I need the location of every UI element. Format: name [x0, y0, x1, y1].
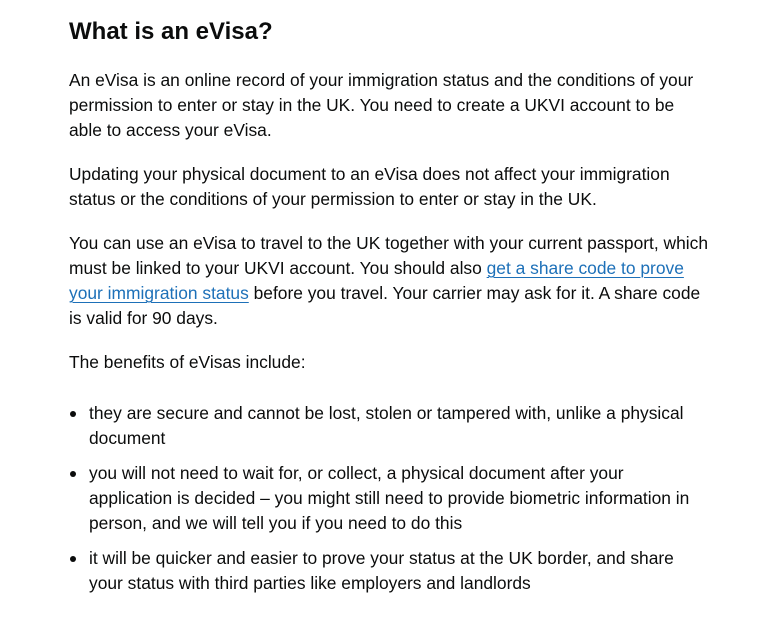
benefit-text: you will not need to wait for, or collect, a physical document after your application is decided – you might still need to provide biometric information in person, and we will tell you if you need to do this — [89, 463, 690, 533]
benefits-intro: The benefits of eVisas include: — [69, 352, 306, 372]
benefits-list — [69, 401, 709, 596]
travel-text-before: You can use an eVisa to travel to the UK together with your current passport, which must be linked to your UKVI account. You should also — [69, 233, 708, 278]
list-item — [69, 401, 709, 451]
main-content — [69, 14, 709, 606]
bullet-icon — [70, 471, 76, 477]
evisa-definition-paragraph: An eVisa is an online record of your immigration status and the conditions of your permission to enter or stay in the UK. You need to create a UKVI account to be able to access your eVisa. — [69, 70, 694, 140]
benefit-text: it will be quicker and easier to prove your status at the UK border, and share your status with third parties like employers and landlords — [89, 548, 674, 593]
benefit-text: they are secure and cannot be lost, stolen or tampered with, unlike a physical document — [89, 403, 684, 448]
list-item — [69, 546, 709, 596]
bullet-icon — [70, 556, 76, 562]
travel-text-after: before you travel. Your carrier may ask for it. A share code is valid for 90 days. — [69, 283, 701, 328]
travel-paragraph — [69, 231, 709, 331]
physical-document-paragraph: Updating your physical document to an eVisa does not affect your immigration status or the conditions of your permission to enter or stay in the UK. — [69, 164, 670, 209]
list-item — [69, 461, 709, 536]
share-code-link[interactable]: get a share code to prove your immigration status — [69, 258, 684, 303]
page-heading: What is an eVisa? — [69, 18, 273, 45]
bullet-icon — [70, 411, 76, 417]
